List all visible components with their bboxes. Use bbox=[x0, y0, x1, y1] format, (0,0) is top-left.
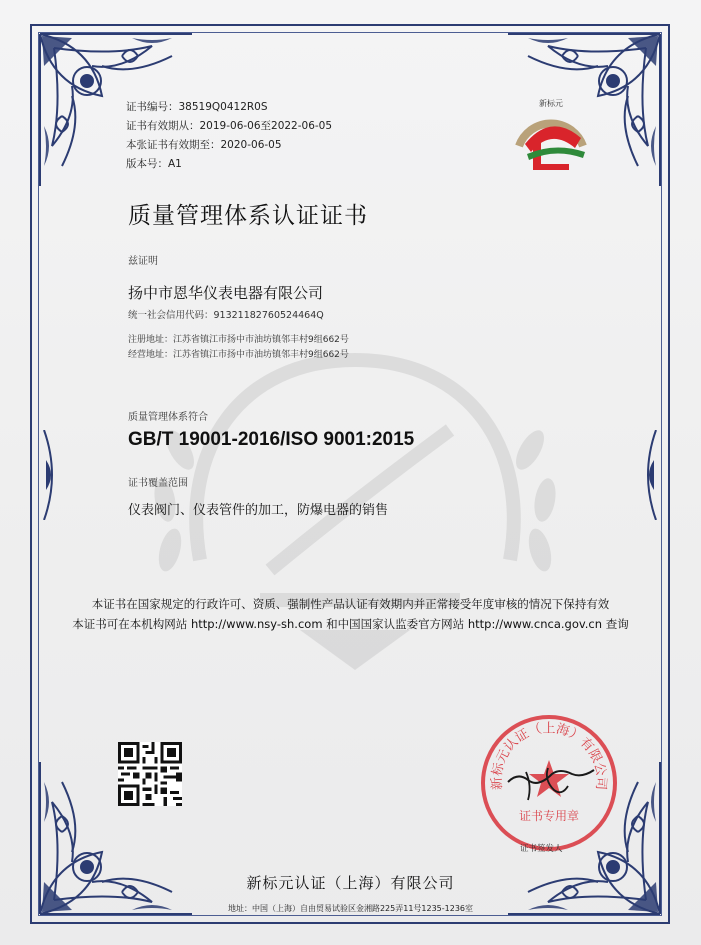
scope-label: 证书覆盖范围 bbox=[128, 478, 188, 489]
this-certificate-validity: 本张证书有效期至：2020-06-05 bbox=[126, 139, 282, 151]
validity-notice: 本证书在国家规定的行政许可、资质、强制性产品认证有效期内并正常接受年度审核的情况下保持有效 bbox=[91, 597, 610, 611]
right-side-ornament bbox=[636, 430, 660, 520]
certificate-meta bbox=[126, 98, 332, 174]
business-address: 经营地址：江苏省镇江市扬中市油坊镇邻丰村9组662号 bbox=[128, 350, 349, 360]
attest-label: 兹证明 bbox=[128, 256, 158, 267]
left-side-ornament bbox=[40, 430, 64, 520]
validity-period: 证书有效期从：2019-06-06至2022-06-05 bbox=[126, 120, 333, 132]
certificate-number: 证书编号：38519Q0412R0S bbox=[126, 101, 268, 113]
registered-address: 注册地址：江苏省镇江市扬中市油坊镇邻丰村9组662号 bbox=[128, 335, 349, 345]
standard-name: GB/T 19001-2016/ISO 9001:2015 bbox=[128, 429, 415, 450]
signer-label: 证书签发人 bbox=[520, 844, 563, 854]
issuer-name: 新标元认证（上海）有限公司 bbox=[246, 874, 455, 892]
official-seal bbox=[478, 712, 620, 854]
version-number: 版本号：A1 bbox=[126, 158, 182, 170]
issuer-logo bbox=[505, 92, 597, 184]
company-name: 扬中市恩华仪表电器有限公司 bbox=[128, 284, 324, 302]
address-block bbox=[128, 333, 349, 363]
seal-ring-text: 新标元认证（上海）有限公司 bbox=[489, 721, 609, 791]
verification-notice: 本证书可在本机构网站 http://www.nsy-sh.com 和中国国家认监委官方网站 http://www.cnca.gov.cn 查询 bbox=[72, 617, 629, 631]
qr-code bbox=[118, 742, 182, 806]
issuer-address: 地址：中国（上海）自由贸易试验区金湘路225弄11号1235-1236室 bbox=[227, 904, 474, 913]
standard-label: 质量管理体系符合 bbox=[128, 412, 208, 423]
logo-text: 新标元 bbox=[539, 99, 563, 108]
seal-center-text: 证书专用章 bbox=[518, 809, 580, 823]
credit-code: 统一社会信用代码：91321182760524464Q bbox=[128, 310, 324, 321]
scope-text: 仪表阀门、仪表管件的加工，防爆电器的销售 bbox=[128, 503, 389, 518]
certificate-title: 质量管理体系认证证书 bbox=[128, 203, 368, 229]
